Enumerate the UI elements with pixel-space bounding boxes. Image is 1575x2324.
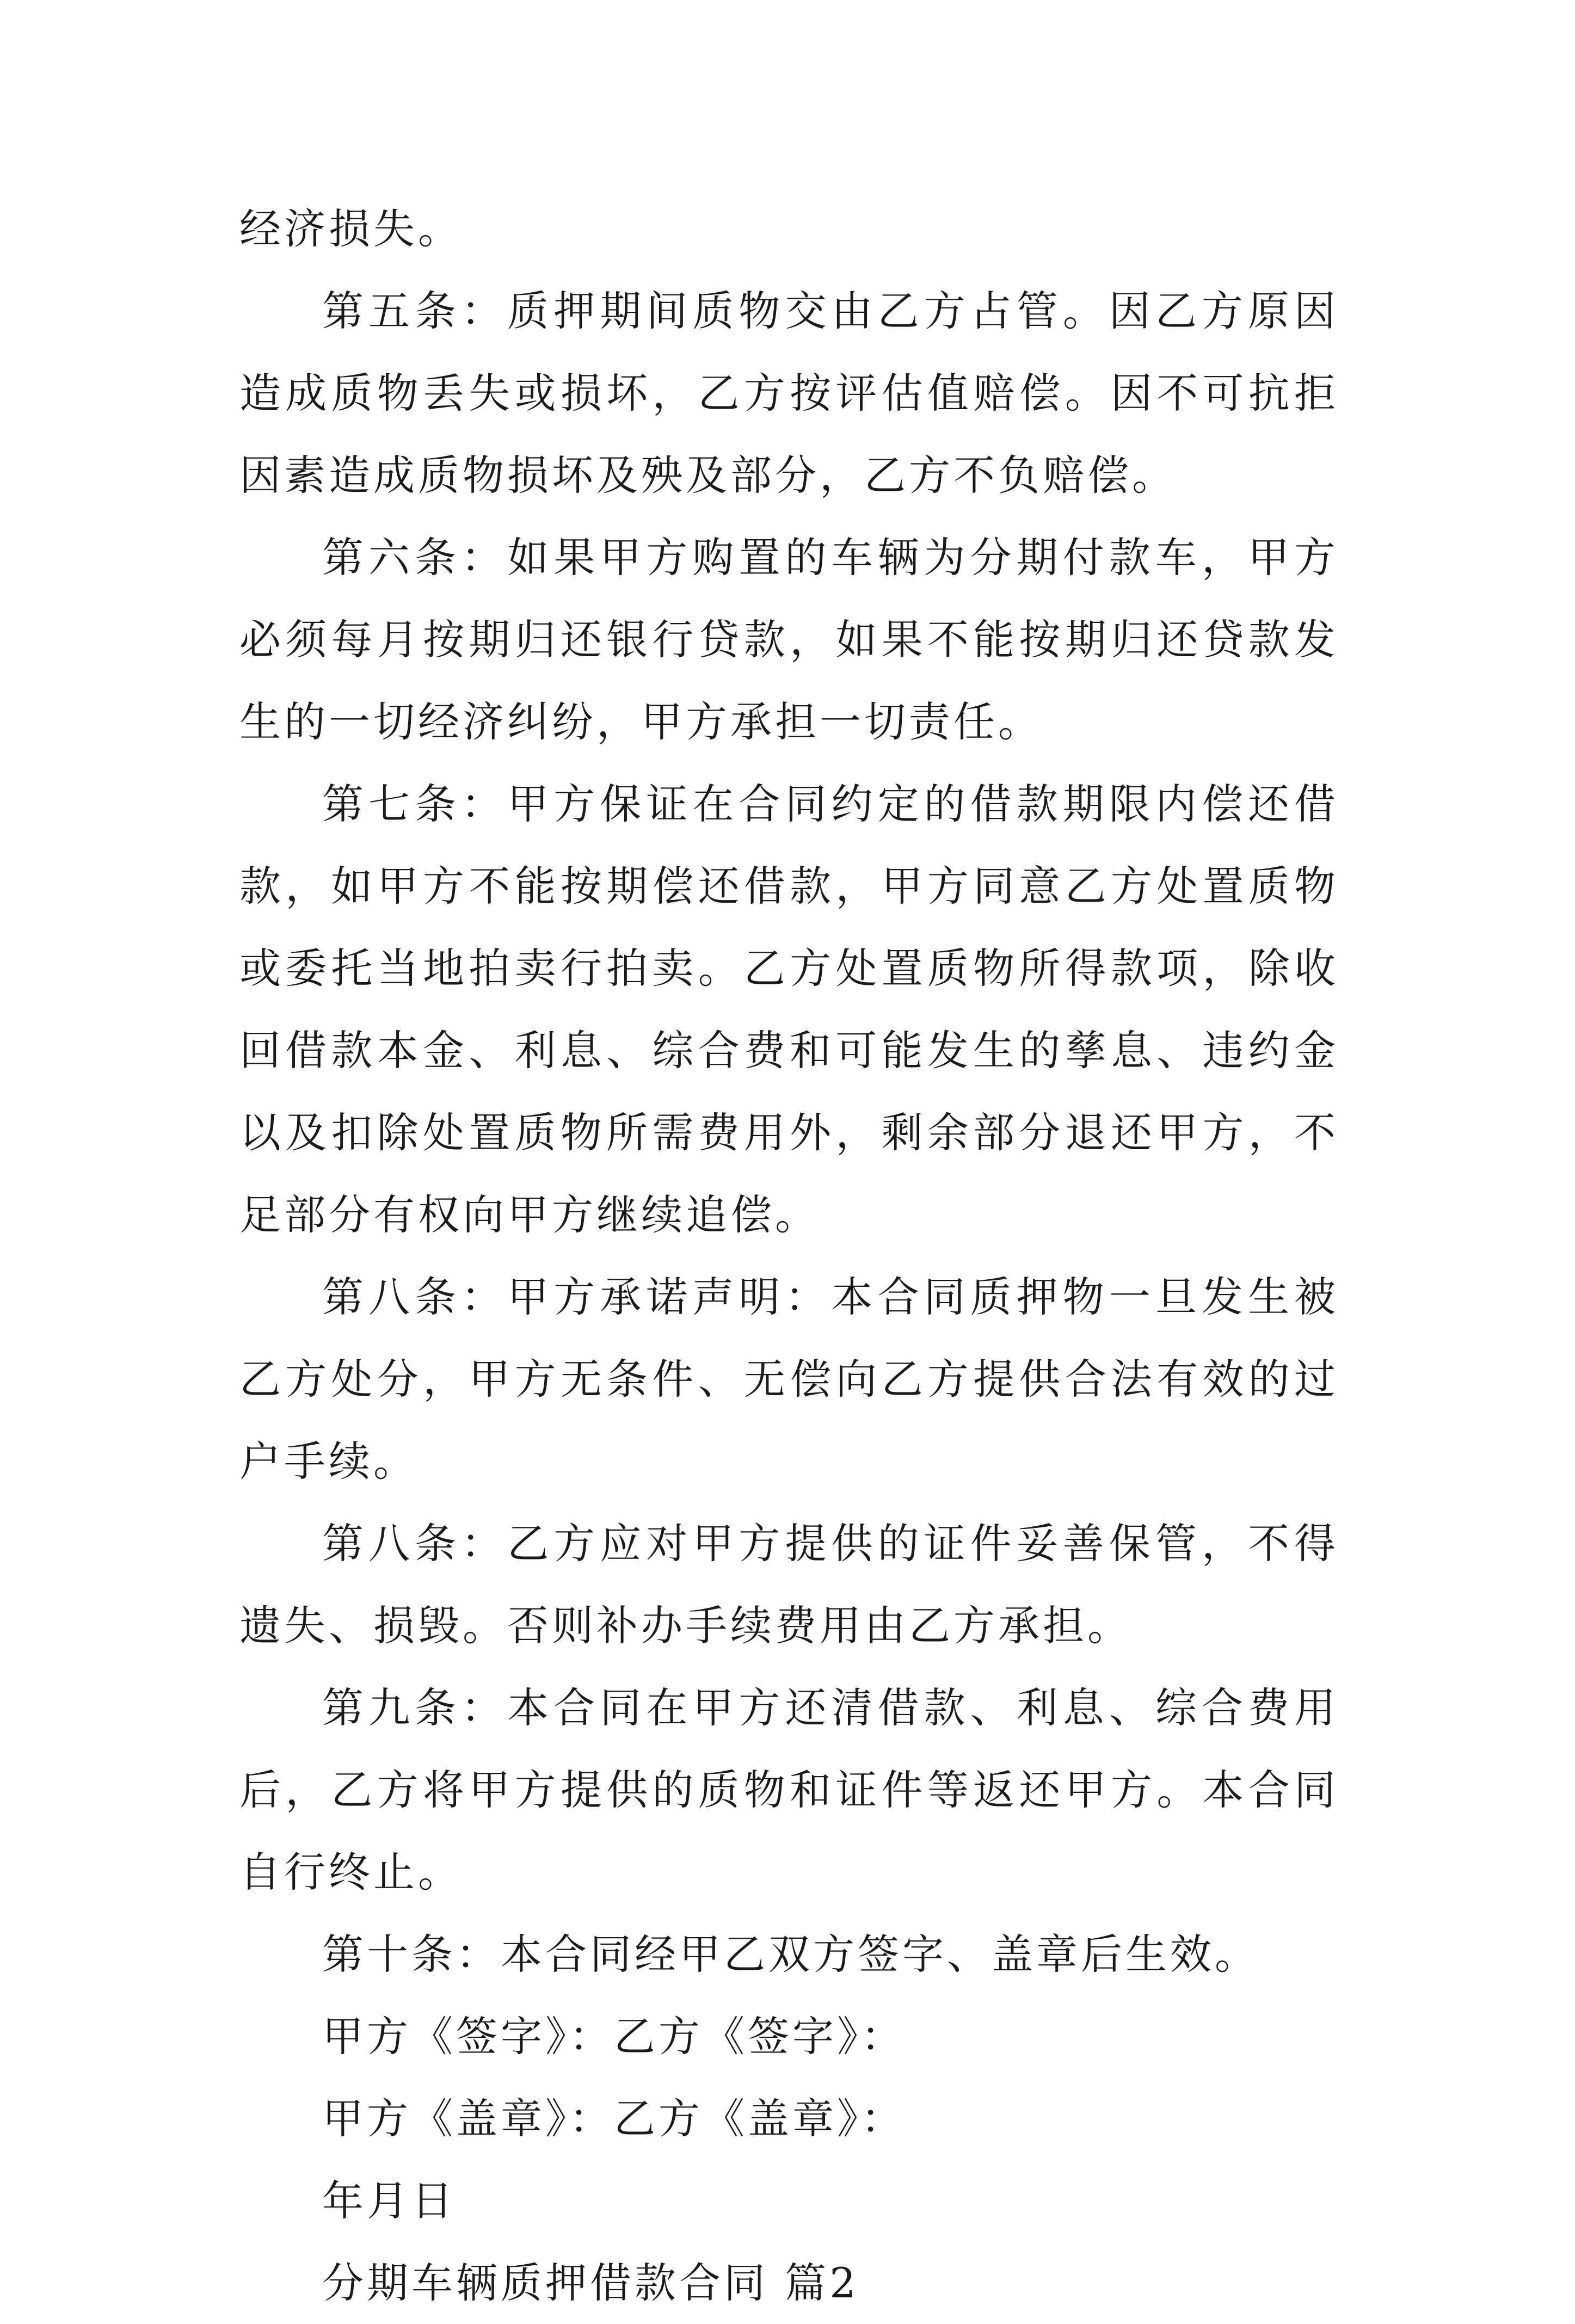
- paragraph-continuation: 经济损失。: [239, 205, 463, 253]
- paragraph-article-7: 第七条：甲方保证在合同约定的借款期限内偿还借款，如甲方不能按期偿还借款，甲方同意乙方处置质物或委托当地拍卖行拍卖。乙方处置质物所得款项，除收回借款本金、利息、综合费和可能发生的孳息、违约金以及扣除处置质物所需费用外，剩余部分退还甲方，不足部分有权向甲方继续追偿。: [239, 780, 1339, 1239]
- paragraph-article-9: 第九条：本合同在甲方还清借款、利息、综合费用后，乙方将甲方提供的质物和证件等返还甲方。本合同自行终止。: [239, 1684, 1339, 1896]
- paragraph-article-10: 第十条：本合同经甲乙双方签字、盖章后生效。: [322, 1930, 1259, 1978]
- paragraph-article-8: 第八条：甲方承诺声明：本合同质押物一旦发生被乙方处分，甲方无条件、无偿向乙方提供合法有效的过户手续。: [239, 1273, 1339, 1485]
- paragraph-article-5: 第五条：质押期间质物交由乙方占管。因乙方原因造成质物丢失或损坏，乙方按评估值赔偿。因不可抗拒因素造成质物损坏及殃及部分，乙方不负赔偿。: [239, 287, 1339, 500]
- document-body: [239, 188, 1339, 2324]
- date-line: 年月日: [322, 2177, 456, 2225]
- paragraph-article-8b: 第八条：乙方应对甲方提供的证件妥善保管，不得遗失、损毁。否则补办手续费用由乙方承担。: [239, 1519, 1339, 1650]
- paragraph-article-6: 第六条：如果甲方购置的车辆为分期付款车，甲方必须每月按期归还银行贷款，如果不能按期归还贷款发生的一切经济纠纷，甲方承担一切责任。: [239, 533, 1339, 746]
- signature-line: 甲方《签字》：乙方《签字》：: [322, 2012, 906, 2061]
- seal-line: 甲方《盖章》：乙方《盖章》：: [322, 2094, 906, 2143]
- section-heading: 分期车辆质押借款合同 篇2: [322, 2259, 859, 2307]
